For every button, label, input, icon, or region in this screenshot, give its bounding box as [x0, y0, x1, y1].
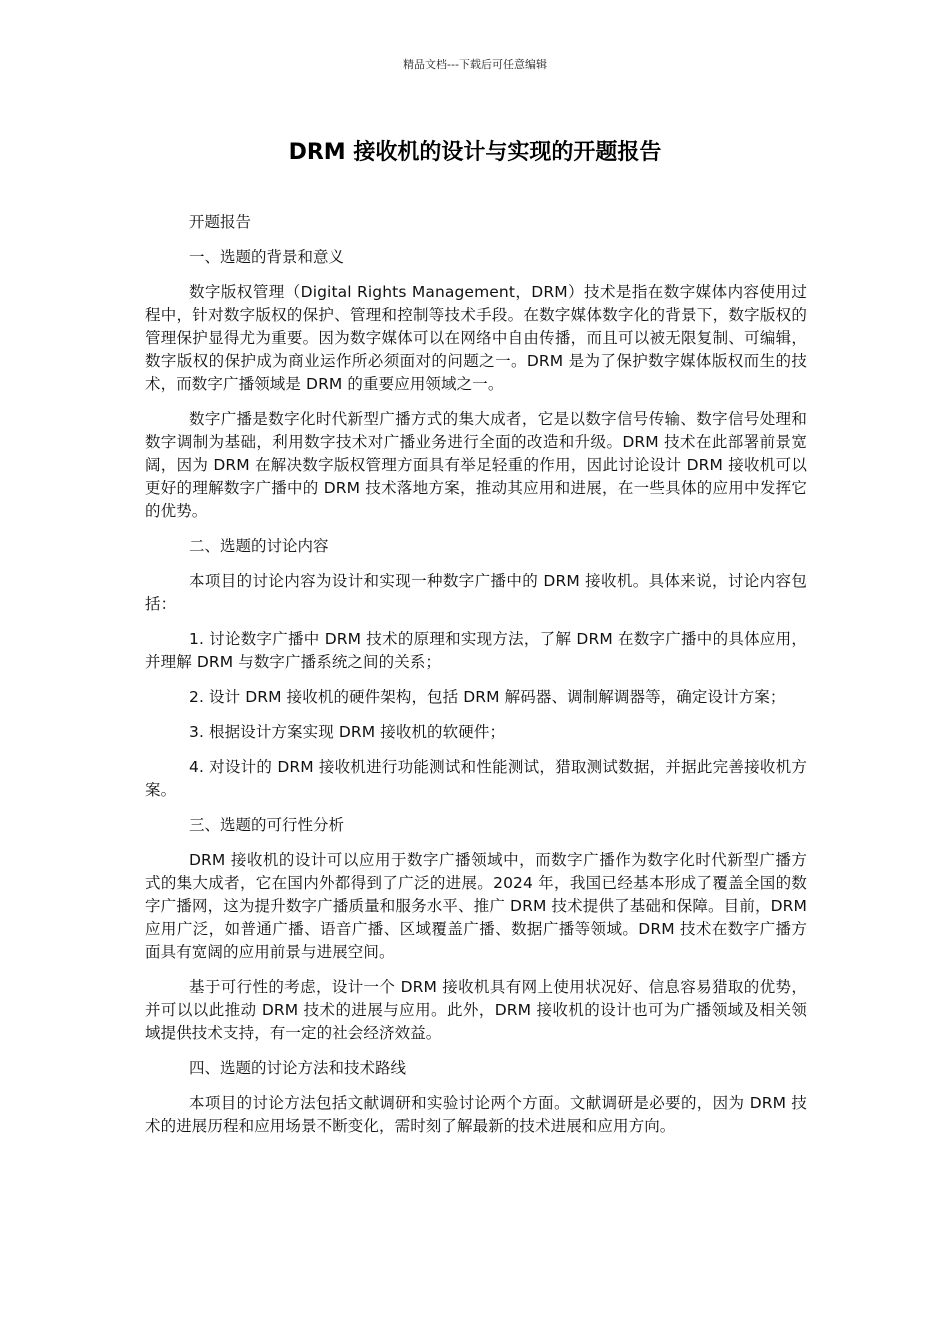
header-note: 精品文档---下载后可任意编辑: [403, 58, 547, 71]
section-heading-background: 一、选题的背景和意义: [189, 248, 345, 266]
list-item-2: 2. 设计 DRM 接收机的硬件架构，包括 DRM 解码器、调制解调器等，确定设计方案；: [189, 688, 786, 706]
paragraph-digital-broadcast: 数字广播是数字化时代新型广播方式的集大成者，它是以数字信号传输、数字信号处理和数字调制为基础，利用数字技术对广播业务进行全面的改造和升级。DRM 技术在此部署前景宽阔，因为 DRM 在解决数字版权管理方面具有举足轻重的作用，因此讨论设计 DRM 接收机可以更好的理解数字广播中的 DRM 技术落地方案，推动其应用和进展，在一些具体的应用中发挥它的优势。: [145, 410, 807, 520]
section-heading-feasibility: 三、选题的可行性分析: [189, 816, 345, 834]
paragraph-content-intro: 本项目的讨论内容为设计和实现一种数字广播中的 DRM 接收机。具体来说，讨论内容包括：: [145, 572, 807, 613]
document-title: DRM 接收机的设计与实现的开题报告: [288, 140, 662, 165]
list-item-4: 4. 对设计的 DRM 接收机进行功能测试和性能测试，猎取测试数据，并据此完善接收机方案。: [145, 758, 807, 799]
paragraph-drm-definition: 数字版权管理（Digital Rights Management，DRM）技术是指在数字媒体内容使用过程中，针对数字版权的保护、管理和控制等技术手段。在数字媒体数字化的背景下，数字版权的管理保护显得尤为重要。因为数字媒体可以在网络中自由传播，而且可以被无限复制、可编辑，数字版权的保护成为商业运作所必须面对的问题之一。DRM 是为了保护数字媒体版权而生的技术，而数字广播领域是 DRM 的重要应用领域之一。: [145, 283, 807, 393]
section-heading-content: 二、选题的讨论内容: [189, 537, 329, 555]
paragraph-methods: 本项目的讨论方法包括文献调研和实验讨论两个方面。文献调研是必要的，因为 DRM 技术的进展历程和应用场景不断变化，需时刻了解最新的技术进展和应用方向。: [145, 1094, 807, 1135]
section-heading-methods: 四、选题的讨论方法和技术路线: [189, 1059, 407, 1077]
list-item-3: 3. 根据设计方案实现 DRM 接收机的软硬件；: [189, 723, 506, 741]
document-body: [145, 211, 807, 1150]
paragraph-feasibility-2: 基于可行性的考虑，设计一个 DRM 接收机具有网上使用状况好、信息容易猎取的优势，并可以以此推动 DRM 技术的进展与应用。此外，DRM 接收机的设计也可为广播领域及相关领域提供技术支持，有一定的社会经济效益。: [145, 978, 807, 1042]
section-heading-report: 开题报告: [189, 213, 252, 231]
list-item-1: 1. 讨论数字广播中 DRM 技术的原理和实现方法，了解 DRM 在数字广播中的具体应用，并理解 DRM 与数字广播系统之间的关系；: [145, 630, 807, 671]
paragraph-feasibility-1: DRM 接收机的设计可以应用于数字广播领域中，而数字广播作为数字化时代新型广播方式的集大成者，它在国内外都得到了广泛的进展。2024 年，我国已经基本形成了覆盖全国的数字广播网，这为提升数字广播质量和服务水平、推广 DRM 技术提供了基础和保障。目前，DRM 应用广泛，如普通广播、语音广播、区域覆盖广播、数据广播等领域。DRM 技术在数字广播方面具有宽阔的应用前景与进展空间。: [145, 851, 807, 961]
